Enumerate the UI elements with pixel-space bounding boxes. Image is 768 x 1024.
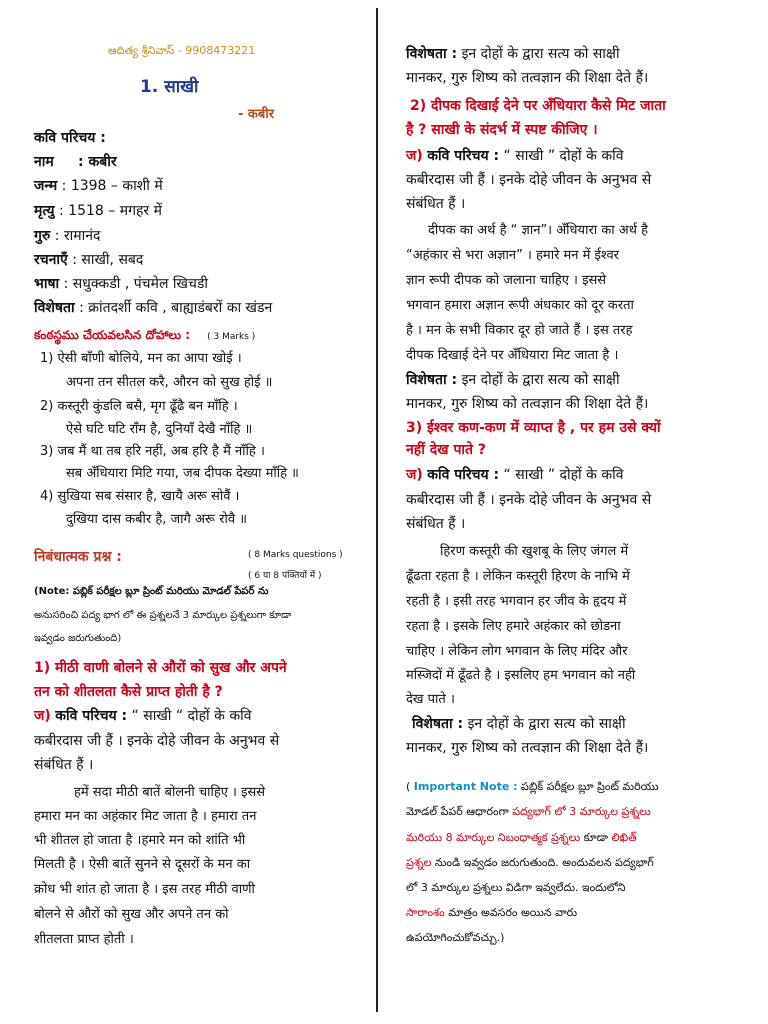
feature-text: इन दोहों के द्वारा सत्य को साक्षी xyxy=(461,46,620,62)
answer-prefix: ज) xyxy=(34,708,51,724)
answer-2-line: दीपक का अर्थ है “ ज्ञान”। अँधियारा का अर्थ है xyxy=(428,223,649,238)
important-note-line-5: లో 3 మార్కుల ప్రశ్నలు విడిగా ఇవ్వలేదు. ఇందులోని xyxy=(406,881,626,894)
answer-text: “ साखी “ दोहों के कवि xyxy=(131,708,252,724)
memorize-marks: ( 3 Marks ) xyxy=(207,332,256,342)
answer-2-line: है । मन के सभी विकार दूर हो जाते हैं । इस तरह xyxy=(406,323,633,338)
important-note-line-1: ( Important Note : పబ్లిక్ పరీక్షల బ్లూ ప్రింట్ మరియు xyxy=(406,780,659,793)
answer-3-line: ढूँढता रहता है । लेकिन कस्तूरी हिरण के नाभि में xyxy=(406,569,630,584)
answer-3-head xyxy=(406,465,624,484)
answer-1-line: हमें सदा मीठी बातें बोलनी चाहिए । इससे xyxy=(74,785,266,800)
feature-label: विशेषता : xyxy=(406,372,458,388)
question-1: 1) मीठी वाणी बोलने से औरों को सुख और अपने xyxy=(34,660,287,676)
important-note-label: Important Note : xyxy=(413,780,518,793)
doha-line: सब अँधियारा मिटि गया, जब दीपक देख्या माँहि ॥ xyxy=(66,466,299,481)
question-1: तन को शीतलता कैसे प्राप्त होती है ? xyxy=(34,684,223,700)
essay-heading: निबंधात्मक प्रश्न : xyxy=(34,549,122,565)
feature-label: विशेषता xyxy=(34,300,75,316)
language-value: : सधुक्कडी , पंचमेल खिचडी xyxy=(63,276,208,292)
works-label: रचनाएँ xyxy=(34,252,68,268)
important-note-line-3: మరియు 8 మార్కుల నిబంధాత్మక ప్రశ్నలు కూడా లిఖిత్ xyxy=(406,831,637,844)
guru-value: : रामानंद xyxy=(54,228,101,244)
essay-marks: ( 8 Marks questions ) xyxy=(248,550,343,560)
guru-label: गुरु xyxy=(34,228,51,244)
feature-label: विशेषता : xyxy=(406,46,458,62)
important-note-line-6: సారాంశం మాత్రం అవసరం అయిన వారు xyxy=(406,906,577,919)
column-divider xyxy=(376,8,378,1012)
feature-text: इन दोहों के द्वारा सत्य को साक्षी xyxy=(467,716,626,732)
death-value: : 1518 – मगहर में xyxy=(59,203,162,219)
answer-label: कवि परिचय : xyxy=(427,148,500,164)
memorize-label: కంఠస్థము చేయవలసిన దోహాలు : xyxy=(34,328,191,342)
intro-language xyxy=(34,274,208,293)
answer-1-line: संबंधित हैं । xyxy=(34,757,94,773)
doha-line: 3) जब मैं था तब हरि नहीं, अब हरि है मैं नाँहि । xyxy=(40,444,265,459)
answer-2-line: कबीरदास जी हैं । इनके दोहे जीवन के अनुभव से xyxy=(406,172,652,188)
answer-label: कवि परिचय : xyxy=(55,708,128,724)
intro-guru xyxy=(34,226,100,245)
answer-2-head xyxy=(406,146,624,165)
name-value: : कबीर xyxy=(78,154,117,170)
works-value: : साखी, सबद xyxy=(72,252,144,268)
doha-line: 2) कस्तूरी कुंडलि बसै, मृग ढूँढै बन माँहि । xyxy=(40,399,238,414)
author-contact-header: ఆదిత్య శ్రీనివాస్ - 9908473221 xyxy=(108,44,256,57)
important-note-line-2: మోడల్ పేపర్ ఆధారంగా పద్యభాగ్ లో 3 మార్కుల ప్రశ్నలు xyxy=(406,805,651,818)
answer-3-line: रहता है । इसके लिए हमारे अहंकार को छोडना xyxy=(406,619,621,634)
language-label: भाषा xyxy=(34,276,60,292)
question-3: 3) ईश्वर कण-कण में व्याप्त है , पर हम उसे क्यों xyxy=(406,420,661,436)
answer-2-line: दीपक दिखाई देने पर अँधियारा मिट जाता है । xyxy=(406,348,619,363)
doha-line: 1) ऐसी बाँणी बोलिये, मन का आपा खोई । xyxy=(40,351,242,366)
answer-2-line: ज्ञान रूपी दीपक को जलाना चाहिए । इससे xyxy=(406,273,607,288)
intro-death xyxy=(34,201,162,220)
note-line: ఇవ్వడం జరుగుతుంది) xyxy=(34,633,122,644)
intro-name xyxy=(34,152,117,171)
feature-text: इन दोहों के द्वारा सत्य को साक्षी xyxy=(461,372,620,388)
lesson-author: - कबीर xyxy=(238,107,275,122)
answer-text: “ साखी ” दोहों के कवि xyxy=(503,148,624,164)
birth-label: जन्म xyxy=(34,178,58,194)
feature-2 xyxy=(406,370,620,389)
important-note-line-4: ప్రశ్నల నుండి ఇవ్వడం జరుగుతుంది. అందువలన పద్యభాగ్ xyxy=(406,856,654,869)
answer-text: “ साखी ” दोहों के कवि xyxy=(503,467,624,483)
important-note-line-7: ఉపయోగించుకోవచ్చు.) xyxy=(406,931,505,944)
doha-line: दुखिया दास कबीर है, जागै अरू रोवै ॥ xyxy=(66,512,247,527)
feature-value: : क्रांतदर्शी कवि , बाह्याडंबरों का खंडन xyxy=(79,300,273,316)
feature-1-line2: मानकर, गुरु शिष्य को तत्वज्ञान की शिक्षा देते हैं। xyxy=(406,70,649,86)
answer-1-line: मिलती है । ऐसी बातें सुनने से दूसरों के मन का xyxy=(34,857,251,872)
answer-1-line: शीतलता प्राप्त होती । xyxy=(34,932,134,947)
answer-1-line: बोलने से औरों को सुख और अपने तन को xyxy=(34,907,229,922)
answer-3-line: देख पाते । xyxy=(406,692,455,707)
feature-1 xyxy=(406,44,620,63)
intro-feature xyxy=(34,298,272,317)
memorize-heading xyxy=(34,324,255,345)
answer-3-line: चाहिए । लेकिन लोग भगवान के लिए मंदिर और xyxy=(406,644,628,659)
birth-value: : 1398 – काशी में xyxy=(61,178,163,194)
answer-3-line: रहती है । इसी तरह भगवान हर जीव के हृदय में xyxy=(406,594,627,609)
answer-1-line: भी शीतल हो जाता है ।हमारे मन को शांति भी xyxy=(34,833,246,848)
intro-birth xyxy=(34,176,163,195)
answer-1-line: कबीरदास जी हैं । इनके दोहे जीवन के अनुभव से xyxy=(34,733,280,749)
answer-1-line: क्रोध भी शांत हो जाता है । इस तरह मीठी वाणी xyxy=(34,882,255,897)
doha-line: 4) सुखिया सब संसार है, खायै अरू सोवैं । xyxy=(40,489,240,504)
note-line: అనుసరించి పద్య భాగ లో ఈ ప్రశ్నలనే 3 మార్కుల ప్రశ్నలుగా కూడా xyxy=(34,610,292,621)
intro-works xyxy=(34,250,143,269)
answer-3-line: संबंधित हैं । xyxy=(406,516,466,532)
answer-1-line: हमारा मन का अहंकार मिट जाता है । हमारा तन xyxy=(34,809,257,824)
question-3: नहीं देख पाते ? xyxy=(406,442,487,458)
answer-1-head xyxy=(34,706,252,725)
feature-2-line2: मानकर, गुरु शिष्य को तत्वज्ञान की शिक्षा देते हैं। xyxy=(406,396,649,412)
answer-3-line: हिरण कस्तूरी की खुशबू के लिए जंगल में xyxy=(440,544,629,559)
answer-prefix: ज) xyxy=(406,148,423,164)
question-2: है ? साखी के संदर्भ में स्पष्ट कीजिए । xyxy=(406,122,598,138)
feature-label: विशेषता : xyxy=(412,716,464,732)
answer-3-line: मस्जिदों में ढूँढते है । इसलिए हम भगवान को नही xyxy=(406,668,636,683)
death-label: मृत्यु xyxy=(34,203,55,219)
answer-2-line: भगवान हमारा अज्ञान रूपी अंधकार को दूर करता xyxy=(406,298,634,313)
doha-line: अपना तन सीतल करै, औरन को सुख होई ॥ xyxy=(66,375,273,390)
feature-3-line2: मानकर, गुरु शिष्य को तत्वज्ञान की शिक्षा देते हैं। xyxy=(406,740,649,756)
name-label: नाम xyxy=(34,154,54,170)
intro-heading: कवि परिचय : xyxy=(34,130,106,146)
essay-lines: ( 6 या 8 पंक्तियों में ) xyxy=(248,571,322,581)
answer-label: कवि परिचय : xyxy=(427,467,500,483)
answer-2-line: संबंधित हैं । xyxy=(406,196,466,212)
answer-2-line: “अहंकार से भरा अज्ञान” । हमारे मन में ईश्वर xyxy=(406,248,619,263)
question-2: 2) दीपक दिखाई देने पर अँधियारा कैसे मिट जाता xyxy=(410,98,666,114)
feature-3 xyxy=(412,714,626,733)
doha-line: ऐसे घटि घटि राँम है, दुनियाँ देखै नाँहि ॥ xyxy=(66,422,253,437)
answer-prefix: ज) xyxy=(406,467,423,483)
answer-3-line: कबीरदास जी हैं । इनके दोहे जीवन के अनुभव से xyxy=(406,492,652,508)
note-line: (Note: పబ్లిక్ పరీక్షల బ్లూ ప్రింట్ మరియు మోడల్ పేపర్ ను xyxy=(34,586,269,597)
lesson-title: 1. साखी xyxy=(140,77,199,97)
